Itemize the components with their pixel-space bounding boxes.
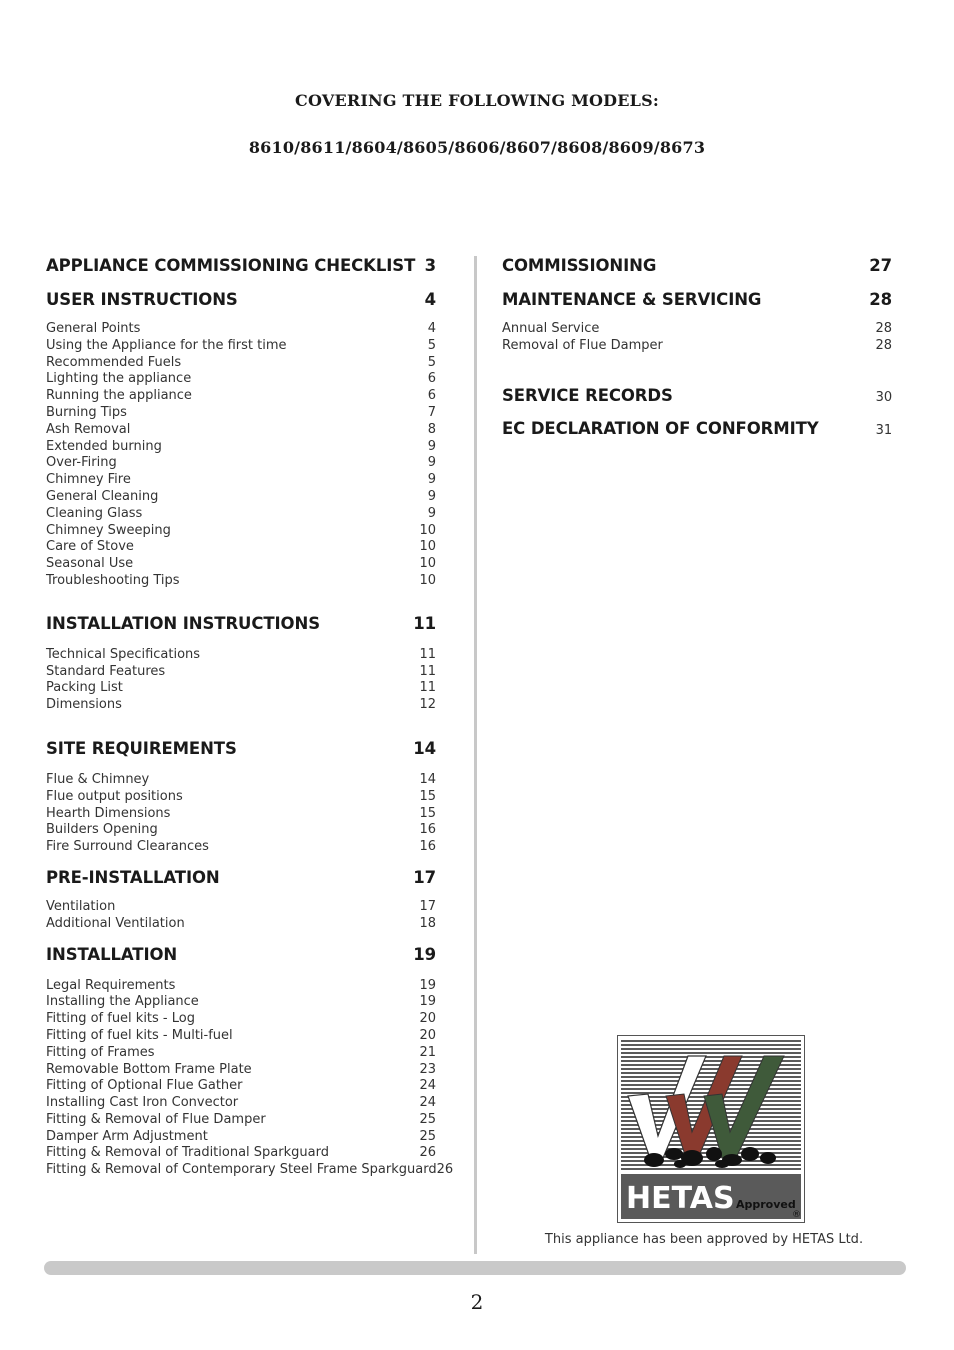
- toc-entry[interactable]: [46, 1028, 436, 1045]
- toc-entry[interactable]: [46, 839, 436, 856]
- toc-entry-page: 21: [419, 1044, 436, 1060]
- section-page: 30: [875, 389, 892, 405]
- toc-entry-label: Installing Cast Iron Convector: [46, 1095, 239, 1111]
- toc-entry-page: 18: [419, 915, 436, 931]
- section-title: MAINTENANCE & SERVICING: [502, 290, 762, 309]
- toc-entry-label: Flue & Chimney: [46, 771, 150, 787]
- hetas-logo-graphic: [618, 1036, 804, 1222]
- toc-entry-page: 6: [427, 371, 436, 387]
- toc-entry-label: General Cleaning: [46, 488, 159, 504]
- toc-entry[interactable]: [46, 1095, 436, 1112]
- toc-entry[interactable]: [46, 978, 436, 995]
- toc-entry-page: 9: [427, 455, 436, 471]
- toc-entry-page: 10: [419, 556, 436, 572]
- toc-entry-label: Fire Surround Clearances: [46, 839, 209, 855]
- section-title: APPLIANCE COMMISSIONING CHECKLIST: [46, 256, 416, 275]
- toc-entry-label: Fitting of fuel kits - Multi-fuel: [46, 1027, 233, 1043]
- toc-entry[interactable]: [46, 439, 436, 456]
- toc-entry-page: 11: [419, 646, 436, 662]
- toc-section-installation-instructions[interactable]: [46, 612, 436, 636]
- hetas-approved-text: Approved: [736, 1198, 796, 1211]
- toc-entry[interactable]: [46, 388, 436, 405]
- section-title: USER INSTRUCTIONS: [46, 290, 238, 309]
- toc-entry-label: Fitting of Frames: [46, 1044, 155, 1060]
- toc-entry-page: 16: [419, 839, 436, 855]
- toc-list-site-requirements: [46, 772, 436, 856]
- toc-entry-page: 23: [419, 1061, 436, 1077]
- toc-entry[interactable]: [46, 506, 436, 523]
- toc-list-user-instructions: [46, 321, 436, 590]
- toc-entry-label: Annual Service: [502, 321, 600, 336]
- toc-entry[interactable]: [46, 1162, 454, 1179]
- toc-entry-label: Technical Specifications: [46, 646, 201, 662]
- toc-section-checklist[interactable]: [46, 254, 436, 278]
- toc-entry-page: 15: [419, 788, 436, 804]
- toc-entry-page: 15: [419, 805, 436, 821]
- toc-section-ec-declaration[interactable]: [502, 417, 892, 441]
- toc-entry[interactable]: [46, 789, 436, 806]
- toc-entry-page: 14: [419, 771, 436, 787]
- toc-entry-page: 9: [427, 438, 436, 454]
- toc-entry-page: 10: [419, 539, 436, 555]
- toc-entry-label: Additional Ventilation: [46, 915, 185, 931]
- section-page: 28: [869, 290, 892, 309]
- toc-entry-page: 6: [427, 388, 436, 404]
- toc-entry[interactable]: [46, 1078, 436, 1095]
- toc-section-site-requirements[interactable]: [46, 737, 436, 761]
- toc-entry[interactable]: [46, 422, 436, 439]
- hetas-caption: This appliance has been approved by HETAS Ltd.: [544, 1232, 864, 1247]
- toc-entry-label: Packing List: [46, 680, 123, 696]
- toc-section-installation[interactable]: [46, 943, 436, 967]
- toc-entry[interactable]: [46, 680, 436, 697]
- toc-entry-label: Using the Appliance for the first time: [46, 337, 287, 353]
- toc-entry[interactable]: [46, 556, 436, 573]
- toc-entry[interactable]: [46, 573, 436, 590]
- section-title: EC DECLARATION OF CONFORMITY: [502, 418, 819, 438]
- toc-entry[interactable]: [46, 472, 436, 489]
- toc-entry[interactable]: [46, 806, 436, 823]
- section-page: 3: [424, 256, 436, 275]
- registered-mark: ®: [792, 1210, 801, 1220]
- section-page: 4: [424, 290, 436, 309]
- toc-entry-label: Removable Bottom Frame Plate: [46, 1061, 252, 1077]
- toc-entry-label: Removal of Flue Damper: [502, 337, 663, 353]
- section-page: 19: [413, 944, 436, 964]
- toc-entry-page: 7: [427, 404, 436, 420]
- toc-entry-label: Flue output positions: [46, 788, 183, 804]
- toc-entry-label: Legal Requirements: [46, 977, 176, 993]
- toc-entry[interactable]: [502, 338, 892, 355]
- section-page: 27: [869, 256, 892, 275]
- toc-entry-label: Over-Firing: [46, 455, 117, 471]
- section-title: SERVICE RECORDS: [502, 385, 673, 405]
- toc-entry-label: Seasonal Use: [46, 556, 134, 572]
- toc-entry[interactable]: [46, 1129, 436, 1146]
- section-page: 11: [413, 613, 436, 633]
- toc-entry-page: 24: [419, 1078, 436, 1094]
- toc-entry-label: Standard Features: [46, 663, 166, 679]
- toc-entry-label: Fitting & Removal of Contemporary Steel Frame Sparkguard: [46, 1162, 437, 1178]
- toc-entry[interactable]: [46, 1011, 436, 1028]
- section-title: COMMISSIONING: [502, 256, 657, 275]
- toc-entry-label: Troubleshooting Tips: [46, 572, 180, 588]
- toc-entry[interactable]: [46, 916, 436, 933]
- page-number: 2: [470, 1290, 484, 1314]
- section-title: SITE REQUIREMENTS: [46, 738, 237, 758]
- section-page: 17: [413, 867, 436, 887]
- section-title: PRE-INSTALLATION: [46, 867, 220, 887]
- toc-entry-page: 25: [419, 1111, 436, 1127]
- toc-entry-page: 24: [419, 1095, 436, 1111]
- toc-entry[interactable]: [46, 664, 436, 681]
- toc-entry[interactable]: [46, 405, 436, 422]
- toc-entry-page: 5: [427, 337, 436, 353]
- toc-list-maintenance: [502, 321, 892, 355]
- column-divider: [474, 256, 477, 1254]
- section-page: 14: [413, 738, 436, 758]
- toc-entry-page: 11: [419, 680, 436, 696]
- toc-entry[interactable]: [46, 539, 436, 556]
- toc-entry-label: Chimney Fire: [46, 472, 131, 488]
- toc-entry-label: Ventilation: [46, 898, 116, 914]
- toc-entry-label: Cleaning Glass: [46, 505, 143, 521]
- toc-entry-label: Fitting of fuel kits - Log: [46, 1011, 195, 1027]
- toc-entry-label: Dimensions: [46, 697, 122, 713]
- toc-entry-label: General Points: [46, 321, 141, 336]
- toc-section-maintenance[interactable]: [502, 288, 892, 312]
- toc-entry-label: Burning Tips: [46, 404, 127, 420]
- toc-entry-label: Ash Removal: [46, 421, 131, 437]
- toc-entry[interactable]: [46, 647, 436, 664]
- toc-entry-page: 5: [427, 354, 436, 370]
- toc-entry[interactable]: [46, 994, 436, 1011]
- toc-list-installation-instructions: [46, 647, 436, 714]
- toc-entry[interactable]: [46, 1112, 436, 1129]
- toc-entry-page: 9: [427, 505, 436, 521]
- toc-list-pre-installation: [46, 899, 436, 933]
- toc-entry[interactable]: [46, 455, 436, 472]
- toc-entry[interactable]: [46, 523, 436, 540]
- toc-entry[interactable]: [46, 371, 436, 388]
- section-page: 31: [875, 422, 892, 438]
- toc-section-user-instructions[interactable]: [46, 288, 436, 312]
- toc-entry-page: 25: [419, 1128, 436, 1144]
- toc-entry-page: 10: [419, 522, 436, 538]
- toc-entry[interactable]: [46, 822, 436, 839]
- toc-entry[interactable]: [46, 1145, 436, 1162]
- hetas-approved-logo: [617, 1035, 805, 1223]
- covering-heading: COVERING THE FOLLOWING MODELS:: [295, 91, 659, 110]
- toc-section-service-records[interactable]: [502, 384, 892, 408]
- toc-entry-label: Damper Arm Adjustment: [46, 1128, 208, 1144]
- toc-right-column: [502, 254, 892, 441]
- section-title: INSTALLATION INSTRUCTIONS: [46, 613, 320, 633]
- toc-entry-label: Recommended Fuels: [46, 354, 182, 370]
- footer-bar: [44, 1261, 906, 1275]
- toc-entry-page: 9: [427, 488, 436, 504]
- toc-entry-page: 20: [419, 1027, 436, 1043]
- toc-entry[interactable]: [46, 321, 436, 338]
- toc-entry-label: Installing the Appliance: [46, 994, 199, 1010]
- toc-entry-page: 28: [875, 337, 892, 353]
- toc-list-installation: [46, 977, 454, 1180]
- model-numbers: 8610/8611/8604/8605/8606/8607/8608/8609/8673: [248, 138, 706, 157]
- hetas-logo-text: HETAS: [626, 1181, 735, 1216]
- toc-entry[interactable]: [46, 489, 436, 506]
- toc-entry-page: 17: [419, 898, 436, 914]
- toc-section-commissioning[interactable]: [502, 254, 892, 278]
- toc-entry-label: Extended burning: [46, 438, 162, 454]
- toc-entry-page: 10: [419, 572, 436, 588]
- toc-entry[interactable]: [46, 1062, 436, 1079]
- toc-section-pre-installation[interactable]: [46, 866, 436, 890]
- toc-entry[interactable]: [46, 1045, 436, 1062]
- toc-entry-page: 16: [419, 822, 436, 838]
- toc-entry-label: Builders Opening: [46, 822, 158, 838]
- toc-entry-page: 12: [419, 697, 436, 713]
- toc-entry-page: 28: [875, 321, 892, 336]
- toc-left-column: [46, 254, 454, 1179]
- toc-entry-page: 9: [427, 472, 436, 488]
- toc-entry-label: Lighting the appliance: [46, 371, 192, 387]
- toc-entry[interactable]: [502, 321, 892, 338]
- toc-entry-page: 8: [427, 421, 436, 437]
- toc-entry[interactable]: [46, 338, 436, 355]
- toc-entry[interactable]: [46, 899, 436, 916]
- toc-entry-page: 11: [419, 663, 436, 679]
- toc-entry-label: Fitting of Optional Flue Gather: [46, 1078, 243, 1094]
- toc-entry-label: Chimney Sweeping: [46, 522, 171, 538]
- toc-entry-label: Hearth Dimensions: [46, 805, 171, 821]
- toc-entry-label: Running the appliance: [46, 388, 192, 404]
- toc-entry[interactable]: [46, 697, 436, 714]
- section-title: INSTALLATION: [46, 944, 178, 964]
- toc-entry-page: 19: [419, 994, 436, 1010]
- toc-entry-label: Fitting & Removal of Flue Damper: [46, 1111, 266, 1127]
- toc-entry[interactable]: [46, 355, 436, 372]
- toc-entry-page: 19: [419, 977, 436, 993]
- toc-entry-page: 26: [436, 1162, 454, 1178]
- toc-entry-page: 26: [419, 1145, 436, 1161]
- toc-entry-label: Fitting & Removal of Traditional Sparkguard: [46, 1145, 329, 1161]
- toc-entry[interactable]: [46, 772, 436, 789]
- toc-entry-page: 4: [427, 321, 436, 336]
- toc-entry-label: Care of Stove: [46, 539, 134, 555]
- toc-entry-page: 20: [419, 1011, 436, 1027]
